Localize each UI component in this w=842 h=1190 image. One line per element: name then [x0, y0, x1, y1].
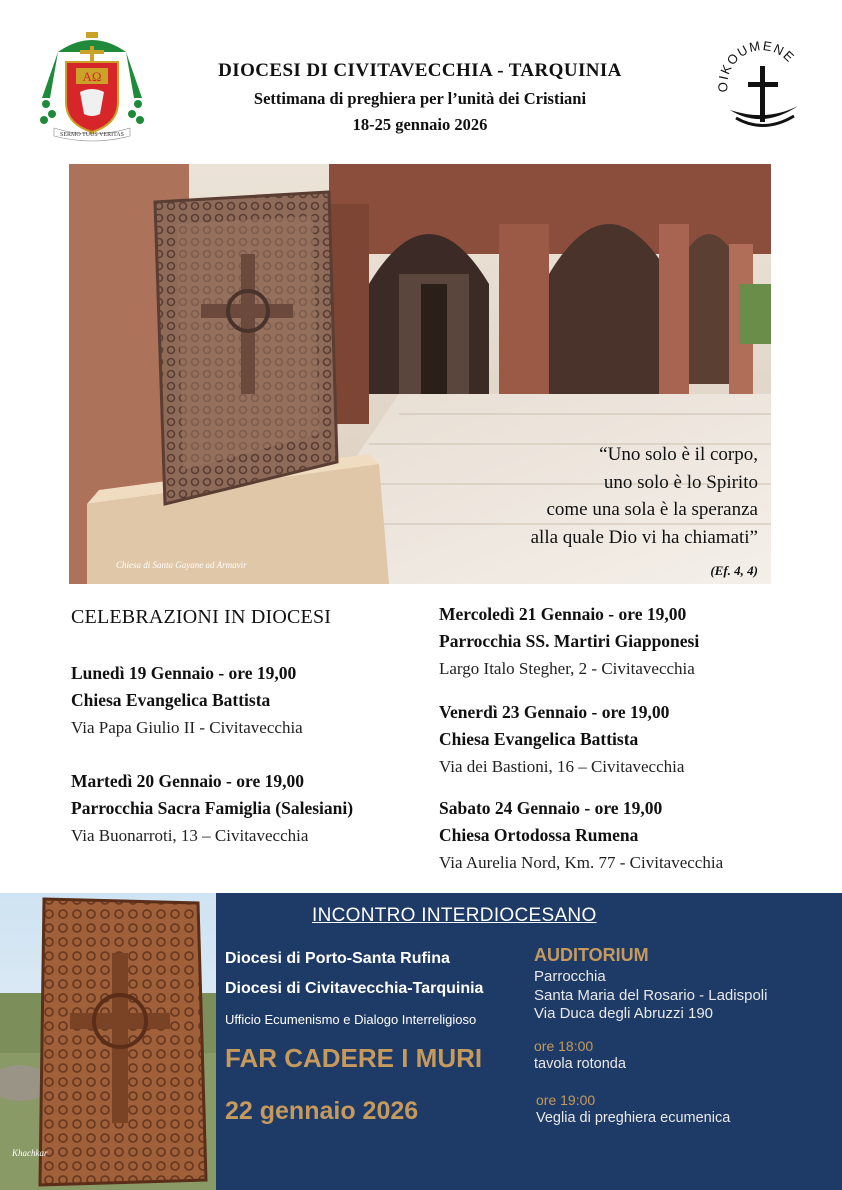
- event-item: [439, 601, 799, 682]
- celebrations-heading: CELEBRAZIONI IN DIOCESI: [71, 606, 332, 628]
- header-subtitle: Settimana di preghiera per l’unità dei Cristiani: [253, 89, 587, 108]
- event-venue: Chiesa Ortodossa Rumena: [439, 825, 639, 845]
- event-item: [71, 660, 431, 741]
- event-datetime: Lunedì 19 Gennaio - ore 19,00: [71, 663, 297, 683]
- quote-line: alla quale Dio vi ha chiamati”: [530, 526, 758, 548]
- quote-line: uno solo è lo Spirito: [603, 471, 758, 493]
- oikoumene-logo: [718, 40, 806, 136]
- event-item: [71, 768, 431, 849]
- event-venue: Parrocchia SS. Martiri Giapponesi: [439, 631, 700, 651]
- event-address: Via Buonarroti, 13 – Civitavecchia: [71, 826, 309, 845]
- venue-title: AUDITORIUM: [534, 945, 649, 965]
- event-datetime: Venerdì 23 Gennaio - ore 19,00: [439, 702, 670, 722]
- schedule-desc: Veglia di preghiera ecumenica: [536, 1110, 731, 1126]
- event-datetime: Sabato 24 Gennaio - ore 19,00: [439, 798, 663, 818]
- event-address: Via Aurelia Nord, Km. 77 - Civitavecchia: [439, 853, 724, 872]
- event-theme: FAR CADERE I MURI: [225, 1043, 483, 1073]
- event-venue: Chiesa Evangelica Battista: [439, 729, 639, 749]
- quote-line: come una sola è la speranza: [546, 499, 758, 520]
- venue-line: Parrocchia: [534, 968, 606, 985]
- khachkar-caption: Khachkar: [12, 1148, 48, 1158]
- schedule-desc: tavola rotonda: [534, 1056, 626, 1072]
- office-name: Ufficio Ecumenismo e Dialogo Interreligioso: [225, 1012, 477, 1027]
- svg-text:SERMO TUUS VERITAS: SERMO TUUS VERITAS: [60, 132, 124, 138]
- banner-title: INCONTRO INTERDIOCESANO: [312, 905, 597, 926]
- event-address: Via Papa Giulio II - Civitavecchia: [71, 718, 303, 737]
- khachkar-photo: [0, 893, 216, 1190]
- event-address: Largo Italo Stegher, 2 - Civitavecchia: [439, 659, 695, 678]
- venue-line: Santa Maria del Rosario - Ladispoli: [534, 987, 768, 1004]
- event-date: 22 gennaio 2026: [225, 1097, 419, 1125]
- photo-caption: Chiesa di Santa Gayane ad Armavir: [116, 560, 247, 570]
- quote-line: “Uno solo è il corpo,: [599, 444, 758, 465]
- schedule-time: ore 18:00: [534, 1038, 594, 1054]
- event-venue: Chiesa Evangelica Battista: [71, 690, 271, 710]
- quote-reference: (Ef. 4, 4): [710, 563, 758, 578]
- diocese-crest-logo: [36, 28, 148, 144]
- event-datetime: Martedì 20 Gennaio - ore 19,00: [71, 771, 304, 791]
- svg-text:OIKOUMENE: KOUMENE: [718, 40, 798, 77]
- header-dates: 18-25 gennaio 2026: [352, 115, 488, 134]
- header-title: DIOCESI DI CIVITAVECCHIA - TARQUINIA: [218, 60, 622, 81]
- venue-line: Via Duca degli Abruzzi 190: [534, 1005, 714, 1022]
- diocese-name: Diocesi di Civitavecchia-Tarquinia: [225, 980, 484, 997]
- scripture-quote: [428, 441, 758, 551]
- event-item: [439, 699, 799, 780]
- diocese-name: Diocesi di Porto-Santa Rufina: [225, 950, 450, 967]
- schedule-time: ore 19:00: [536, 1092, 596, 1108]
- event-item: [439, 795, 799, 876]
- event-datetime: Mercoledì 21 Gennaio - ore 19,00: [439, 604, 687, 624]
- event-address: Via dei Bastioni, 16 – Civitavecchia: [439, 757, 685, 776]
- event-venue: Parrocchia Sacra Famiglia (Salesiani): [71, 798, 354, 818]
- svg-text:AΩ: AΩ: [82, 69, 102, 84]
